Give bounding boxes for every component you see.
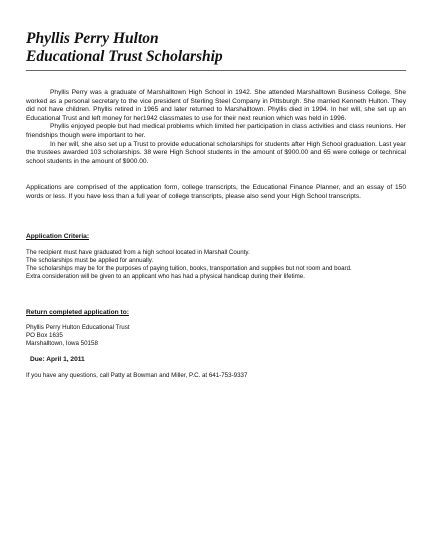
applications-section <box>26 184 406 201</box>
return-heading: Return completed application to: <box>26 309 129 316</box>
address-line: Marshalltown, Iowa 50158 <box>26 340 98 348</box>
criteria-list <box>26 249 416 281</box>
document-title <box>26 30 406 66</box>
applications-paragraph: Applications are comprised of the application form, college transcripts, the Educational Finance Planner, and an essay of 150 words or less. If you have less than a full year of college transcripts, please also send your High School transcripts. <box>26 184 406 200</box>
bio-paragraph: Phyllis Perry was a graduate of Marshalltown High School in 1942. She attended Marshalltown Business College. She worked as a personal secretary to the vice president of Sterling Steel Company in Pittsburgh. She married Kenneth Hulton. They did not have children. Phyllis retired in 1965 and later returned to Marshalltown. Phyllis died in 1994. In her will, she set up an Educational Trust and left money for her1942 classmates to use for their next reunion which was held in 1996. <box>26 89 406 122</box>
contact-info <box>26 372 416 380</box>
criteria-item: Extra consideration will be given to an applicant who has had a physical handicap during their lifetime. <box>26 273 305 281</box>
contact-line: If you have any questions, call Patty at Bowman and Miller, P.C. at 641-753-9337 <box>26 372 248 379</box>
criteria-heading: Application Criteria: <box>26 233 90 240</box>
criteria-item: The scholarships may be for the purposes of paying tuition, books, transportation and supplies but not room and board. <box>26 265 352 273</box>
mailing-address <box>26 324 416 348</box>
criteria-item: The recipient must have graduated from a high school located in Marshall County. <box>26 249 250 256</box>
biography-section <box>26 89 406 166</box>
title-divider <box>26 70 406 71</box>
title-line-2: Educational Trust Scholarship <box>26 48 223 65</box>
due-date: Due: April 1, 2011 <box>30 356 85 363</box>
bio-paragraph: Phyllis enjoyed people but had medical problems which limited her participation in class activities and class reunions. Her friendships though were important to her. <box>26 123 406 139</box>
address-line: PO Box 1635 <box>26 332 63 340</box>
bio-paragraph: In her will, she also set up a Trust to provide educational scholarships for students after High School graduation. Last year the trustees awarded 103 scholarships. 38 were High School students in the amount of $900.00 and 65 were college or technical school students in the amount of $900.00. <box>26 140 406 165</box>
address-line: Phyllis Perry Hulton Educational Trust <box>26 324 130 331</box>
title-line-1: Phyllis Perry Hulton <box>26 30 159 47</box>
criteria-item: The scholarships must be applied for annually. <box>26 257 154 265</box>
